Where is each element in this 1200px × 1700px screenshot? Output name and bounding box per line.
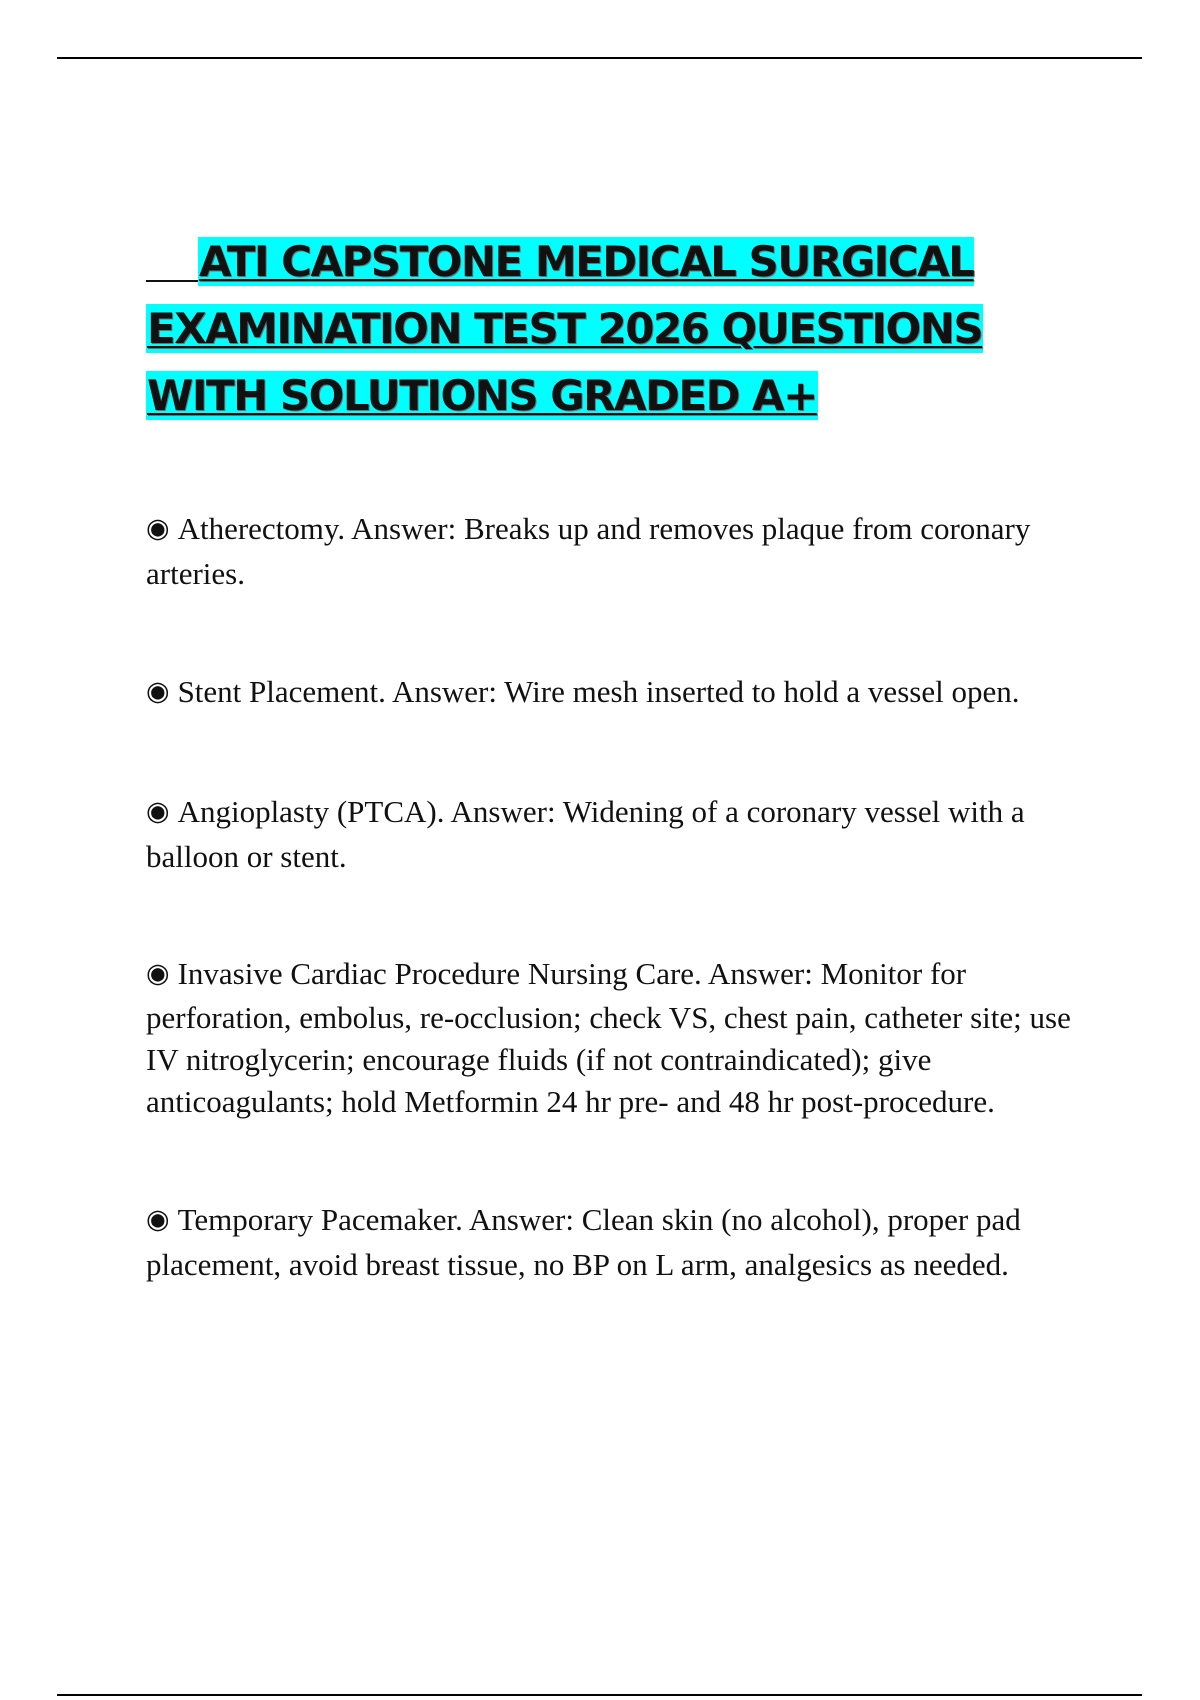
title-text: ATI CAPSTONE MEDICAL SURGICAL EXAMINATION TEST 2026 QUESTIONS WITH SOLUTIONS GRADED A+ <box>147 237 983 420</box>
radio-bullet-icon: ◉ <box>146 676 170 707</box>
qa-list <box>146 507 1076 1286</box>
qa-text: Invasive Cardiac Procedure Nursing Care. Answer: Monitor for perforation, embolus, re-occlusion; check VS, chest pain, catheter site; use IV nitroglycerin; encourage fluids (if not contraindicated); give anticoagulants; hold Metformin 24 hr pre- and 48 hr post-procedure. <box>146 956 1071 1119</box>
qa-item <box>146 670 1076 715</box>
qa-text: Angioplasty (PTCA). Answer: Widening of a coronary vessel with a balloon or stent. <box>146 794 1025 874</box>
qa-text: Stent Placement. Answer: Wire mesh inserted to hold a vessel open. <box>177 674 1020 709</box>
qa-item <box>146 1198 1076 1286</box>
radio-bullet-icon: ◉ <box>146 513 170 544</box>
qa-item <box>146 953 1076 1123</box>
radio-bullet-icon: ◉ <box>146 796 170 827</box>
qa-text: Atherectomy. Answer: Breaks up and removes plaque from coronary arteries. <box>146 511 1031 591</box>
qa-item <box>146 507 1076 595</box>
title-indent-underline <box>146 234 198 282</box>
qa-item <box>146 790 1076 878</box>
document-title <box>146 228 1096 429</box>
bottom-rule <box>57 1694 1142 1696</box>
top-rule <box>57 57 1142 59</box>
radio-bullet-icon: ◉ <box>146 958 170 989</box>
radio-bullet-icon: ◉ <box>146 1204 170 1235</box>
qa-text: Temporary Pacemaker. Answer: Clean skin (no alcohol), proper pad placement, avoid breast tissue, no BP on L arm, analgesics as needed. <box>146 1202 1021 1282</box>
